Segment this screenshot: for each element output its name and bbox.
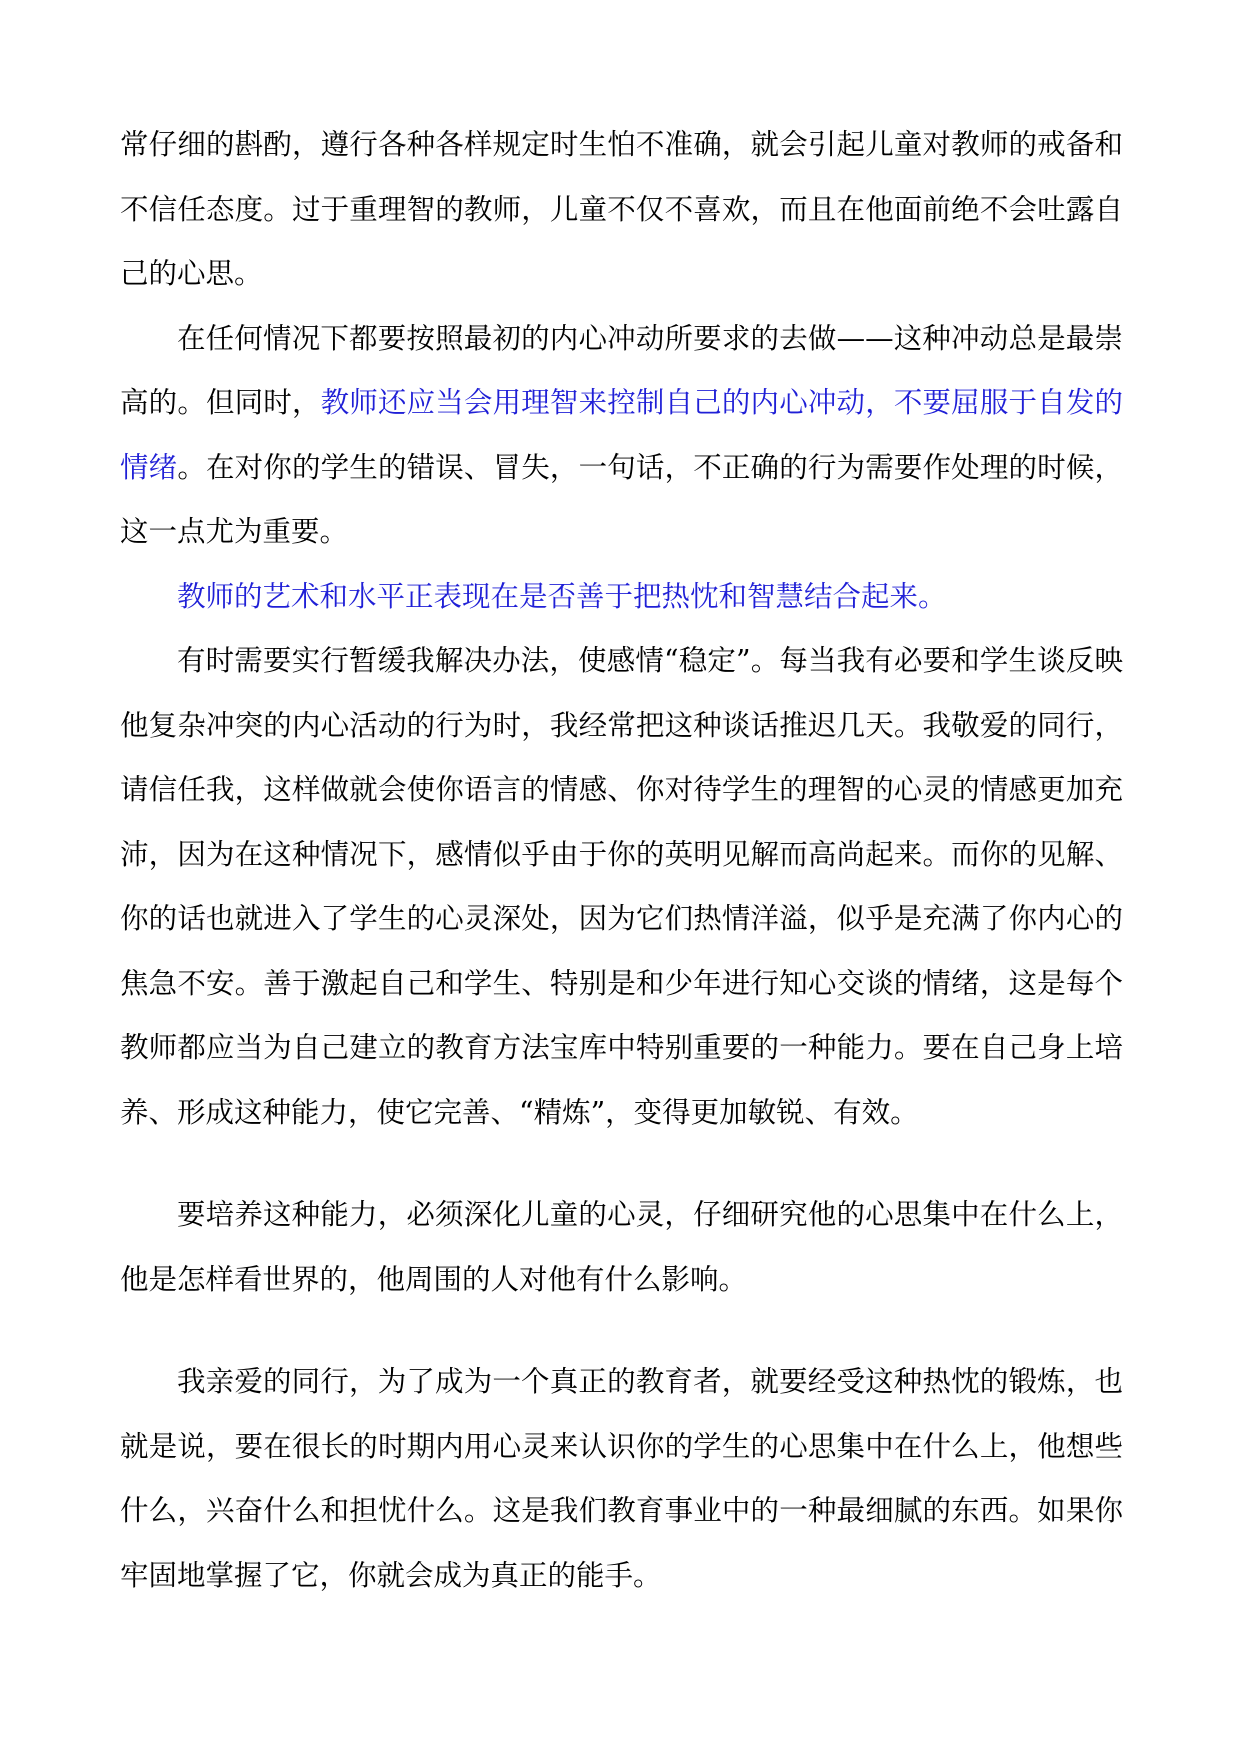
paragraph-5 — [120, 1183, 1123, 1312]
paragraph-3-highlighted-text: 教师的艺术和水平正表现在是否善于把热忱和智慧结合起来。 — [177, 579, 947, 613]
paragraph-2-text-a: 在任何情况下都要按照最初的内心冲动所要求的去做——这种冲动总是最崇高的。但同时， — [120, 321, 1123, 419]
paragraph-6 — [120, 1350, 1123, 1608]
document-body — [120, 113, 1123, 1608]
paragraph-2-text-b: 。在对你的学生的错误、冒失，一句话，不正确的行为需要作处理的时候，这一点尤为重要。 — [120, 450, 1123, 548]
paragraph-6-text: 我亲爱的同行，为了成为一个真正的教育者，就要经受这种热忱的锻炼，也就是说，要在很长的时期内用心灵来认识你的学生的心思集中在什么上，他想些什么，兴奋什么和担忧什么。这是我们教育事业中的一种最细腻的东西。如果你牢固地掌握了它，你就会成为真正的能手。 — [120, 1365, 1123, 1592]
paragraph-1 — [120, 113, 1123, 307]
paragraph-2-highlighted-text: 教师还应当会用理智来控制自己的内心冲动，不要屈服于自发的情绪 — [120, 386, 1123, 484]
paragraph-4-text: 有时需要实行暂缓我解决办法，使感情“稳定”。每当我有必要和学生谈反映他复杂冲突的内心活动的行为时，我经常把这种谈话推迟几天。我敬爱的同行，请信任我，这样做就会使你语言的情感、你对待学生的理智的心灵的情感更加充沛，因为在这种情况下，感情似乎由于你的英明见解而高尚起来。而你的见解、你的话也就进入了学生的心灵深处，因为它们热情洋溢，似乎是充满了你内心的焦急不安。善于激起自己和学生、特别是和少年进行知心交谈的情绪，这是每个教师都应当为自己建立的教育方法宝库中特别重要的一种能力。要在自己身上培养、形成这种能力，使它完善、“精炼”，变得更加敏锐、有效。 — [120, 644, 1123, 1129]
paragraph-2 — [120, 307, 1123, 565]
paragraph-5-text: 要培养这种能力，必须深化儿童的心灵，仔细研究他的心思集中在什么上，他是怎样看世界的，他周围的人对他有什么影响。 — [120, 1198, 1123, 1296]
paragraph-1-text: 常仔细的斟酌，遵行各种各样规定时生怕不准确，就会引起儿童对教师的戒备和不信任态度。过于重理智的教师，儿童不仅不喜欢，而且在他面前绝不会吐露自己的心思。 — [120, 128, 1123, 290]
paragraph-3 — [120, 565, 1123, 630]
paragraph-4 — [120, 629, 1123, 1145]
